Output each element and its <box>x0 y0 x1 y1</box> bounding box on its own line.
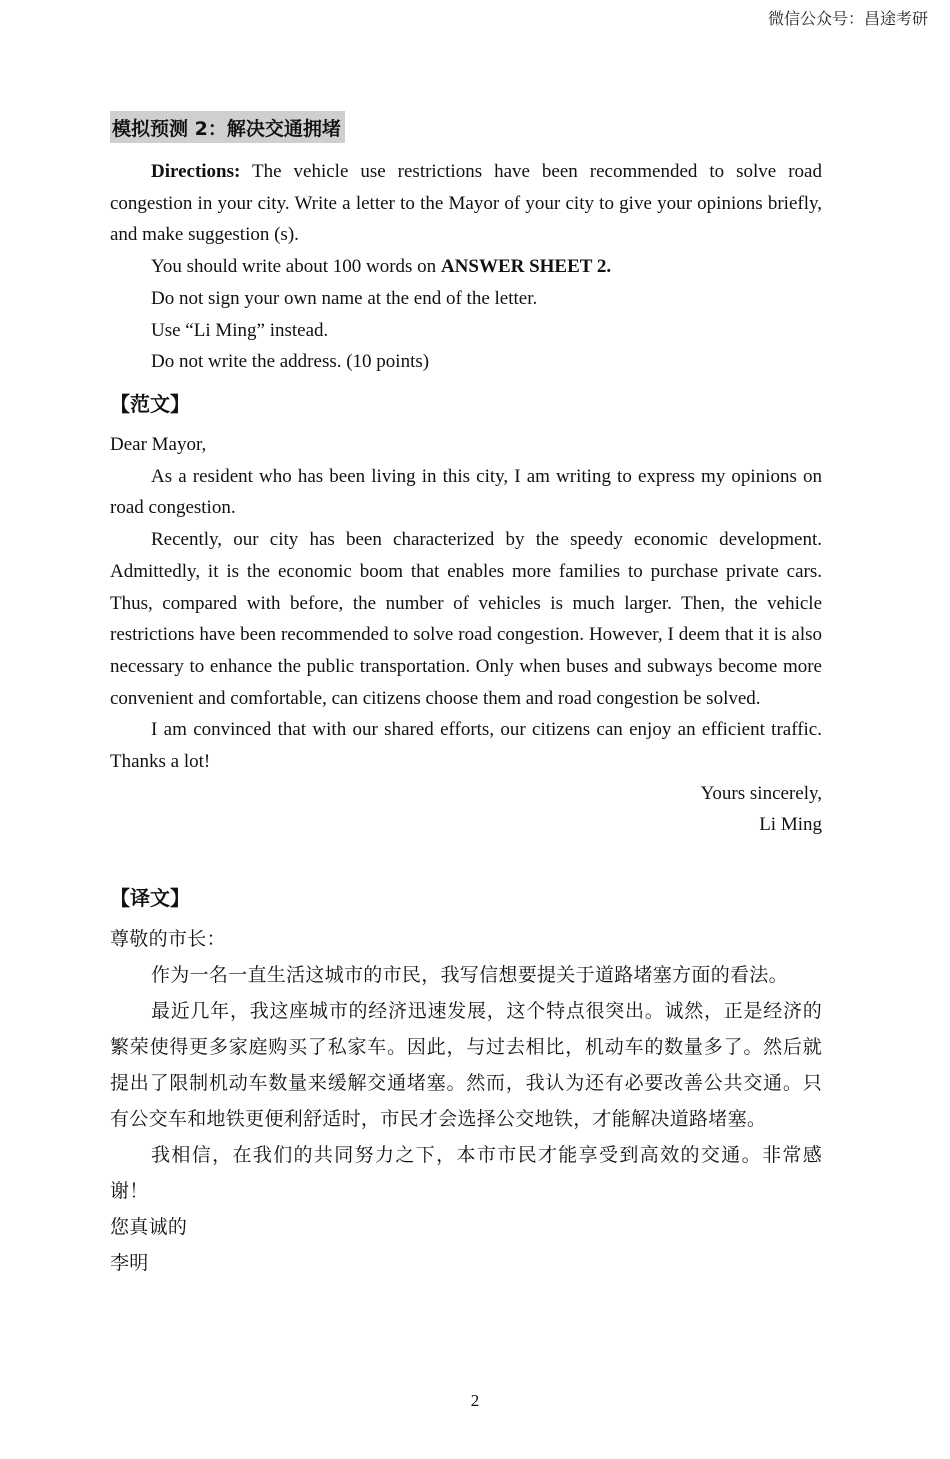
requirement-words <box>110 251 822 283</box>
translation-signature: 李明 <box>110 1252 149 1274</box>
translation-paragraph-1: 作为一名一直生活这城市的市民，我写信想要提关于道路堵塞方面的看法。 <box>151 964 788 986</box>
directions-text: The vehicle use restrictions have been recommended to solve road congestion in your city. Write a letter to the Mayor of your city to give your opinions briefly, and make suggestion (s). <box>110 161 822 246</box>
sample-paragraph-1: As a resident who has been living in this city, I am writing to express my opinions on road congestion. <box>110 465 822 519</box>
directions-block <box>110 156 822 378</box>
translation-salutation: 尊敬的市长： <box>110 928 226 950</box>
translation-closing: 您真诚的 <box>110 1216 188 1238</box>
sample-letter <box>110 429 822 841</box>
requirement-address: Do not write the address. (10 points) <box>151 351 430 373</box>
translation-letter <box>110 921 822 1281</box>
page-title: 模拟预测 2：解决交通拥堵 <box>110 111 345 143</box>
translation-paragraph-2: 最近几年，我这座城市的经济迅速发展，这个特点很突出。诚然，正是经济的繁荣使得更多家庭购买了私家车。因此，与过去相比，机动车的数量多了。然后就提出了限制机动车数量来缓解交通堵塞。然而，我认为还有必要改善公共交通。只有公交车和地铁更便利舒适时，市民才会选择公交地铁，才能解决道路堵塞。 <box>110 1000 822 1130</box>
translation-paragraph-3: 我相信，在我们的共同努力之下，本市市民才能享受到高效的交通。非常感谢！ <box>110 1144 822 1202</box>
page-number: 2 <box>470 1391 480 1410</box>
requirement-words-text: You should write about 100 words on <box>151 256 441 278</box>
sample-label: 【范文】 <box>110 392 190 416</box>
directions-label: Directions: <box>151 161 241 182</box>
header-watermark: 微信公众号：昌途考研 <box>767 9 928 28</box>
translation-label: 【译文】 <box>110 886 190 910</box>
directions-paragraph <box>110 156 822 251</box>
sample-paragraph-2: Recently, our city has been characterized by the speedy economic development. Admittedly, it is the economic boom that enables more families to purchase private cars. Thus, compared with before, the number of vehicles is much larger. Then, the vehicle restrictions have been recommended to solve road congestion. However, I deem that it is also necessary to enhance the public transportation. Only when buses and subways become more convenient and comfortable, can citizens choose them and road congestion be solved. <box>110 529 822 709</box>
requirement-name: Use “Li Ming” instead. <box>151 319 329 341</box>
sample-closing: Yours sincerely, <box>700 782 822 804</box>
requirement-sign: Do not sign your own name at the end of the letter. <box>151 287 538 309</box>
sample-paragraph-3: I am convinced that with our shared efforts, our citizens can enjoy an efficient traffic. Thanks a lot! <box>110 719 822 773</box>
answer-sheet-label: ANSWER SHEET 2. <box>440 256 612 278</box>
sample-signature: Li Ming <box>759 814 822 836</box>
sample-salutation: Dear Mayor, <box>110 434 207 455</box>
